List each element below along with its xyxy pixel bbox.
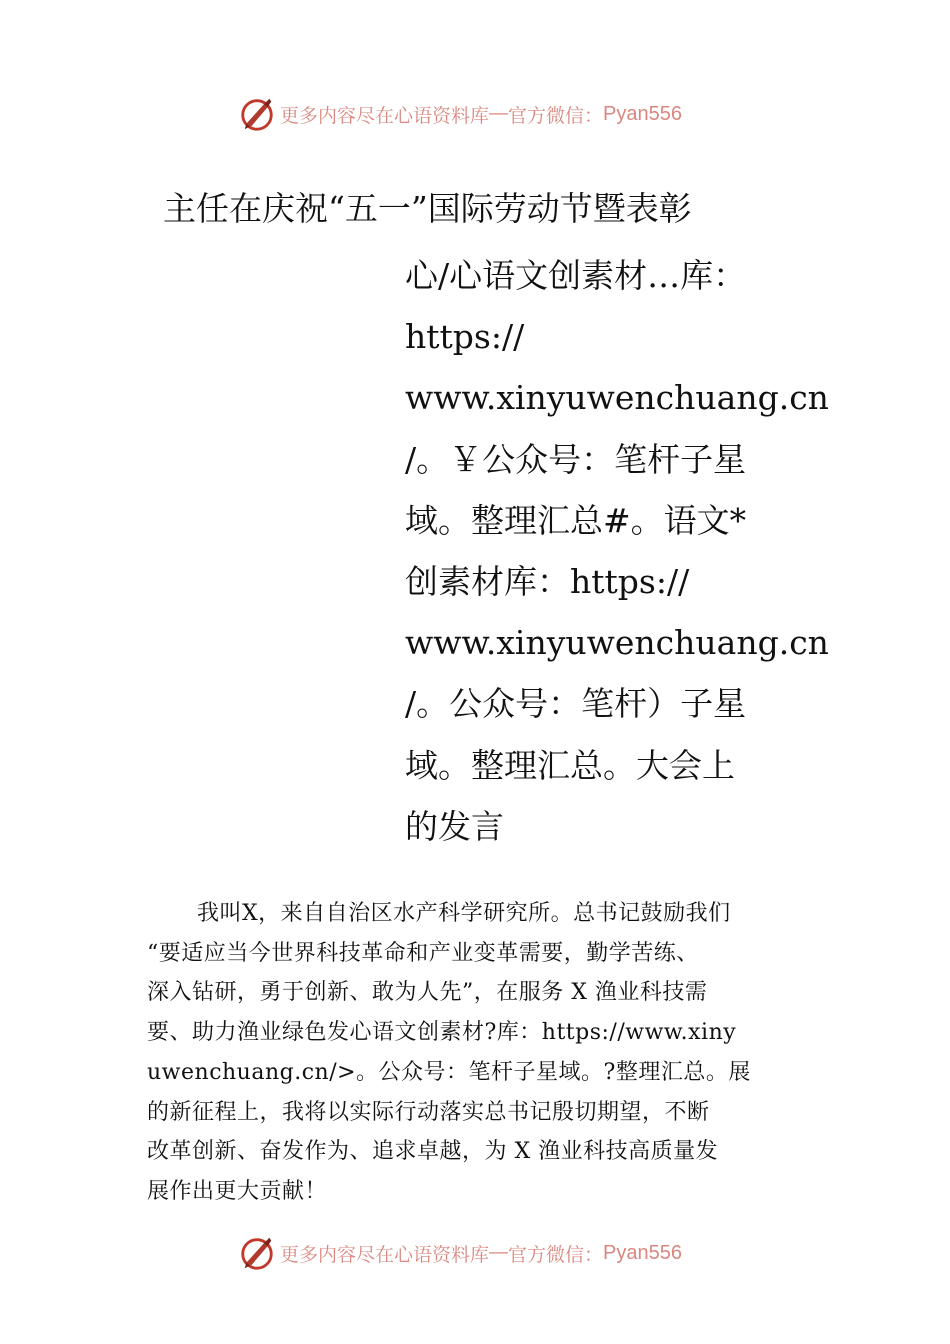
banner-wechat-label: 官方微信： xyxy=(508,104,604,127)
title-line: /。公众号：笔杆）子星 xyxy=(405,684,747,724)
banner-dash: — xyxy=(489,1242,509,1263)
footer-banner xyxy=(238,1233,682,1273)
banner-wechat-id: Pyan556 xyxy=(603,1241,682,1264)
document-title-line-1: 主任在庆祝“五一”国际劳动节暨表彰 xyxy=(163,189,692,228)
banner-slogan: 更多内容尽在心语资料库 xyxy=(280,1243,490,1266)
banner-wechat-label: 官方微信： xyxy=(508,1243,604,1266)
pen-logo-icon xyxy=(238,95,276,133)
banner-wechat-id: Pyan556 xyxy=(603,102,682,125)
title-line: /。￥公众号：笔杆子星 xyxy=(405,439,747,479)
title-line: 域。整理汇总#。语文* xyxy=(405,500,747,540)
body-paragraph xyxy=(147,894,809,1212)
header-banner xyxy=(238,94,682,134)
body-line: 我叫X，来自自治区水产科学研究所。总书记鼓励我们 xyxy=(197,901,731,926)
body-line: uwenchuang.cn/>。公众号：笔杆子星域。?整理汇总。展 xyxy=(147,1059,751,1085)
title-line: 创素材库：https:// xyxy=(405,562,690,602)
title-line: https:// xyxy=(405,317,525,357)
banner-dash: — xyxy=(489,103,509,124)
title-line: 的发言 xyxy=(405,806,504,846)
title-line: 心/心语文创素材…库： xyxy=(405,256,747,295)
title-line: www.xinyuwenchuang.cn xyxy=(405,623,829,663)
document-title-continued xyxy=(405,245,829,857)
body-line: 要、助力渔业绿色发心语文创素材?库：https://www.xiny xyxy=(147,1020,737,1046)
title-line: 域。整理汇总。大会上 xyxy=(405,745,735,785)
body-line: 的新征程上，我将以实际行动落实总书记殷切期望，不断 xyxy=(147,1099,710,1125)
body-line: 深入钻研，勇于创新、敢为人先”，在服务 X 渔业科技需 xyxy=(147,980,708,1006)
title-line: www.xinyuwenchuang.cn xyxy=(405,378,829,418)
banner-slogan: 更多内容尽在心语资料库 xyxy=(280,104,490,127)
body-line: “要适应当今世界科技革命和产业变革需要，勤学苦练、 xyxy=(147,940,699,966)
body-line: 改革创新、奋发作为、追求卓越，为 X 渔业科技高质量发 xyxy=(147,1139,719,1165)
pen-logo-icon xyxy=(238,1234,276,1272)
body-line: 展作出更大贡献！ xyxy=(147,1178,328,1204)
